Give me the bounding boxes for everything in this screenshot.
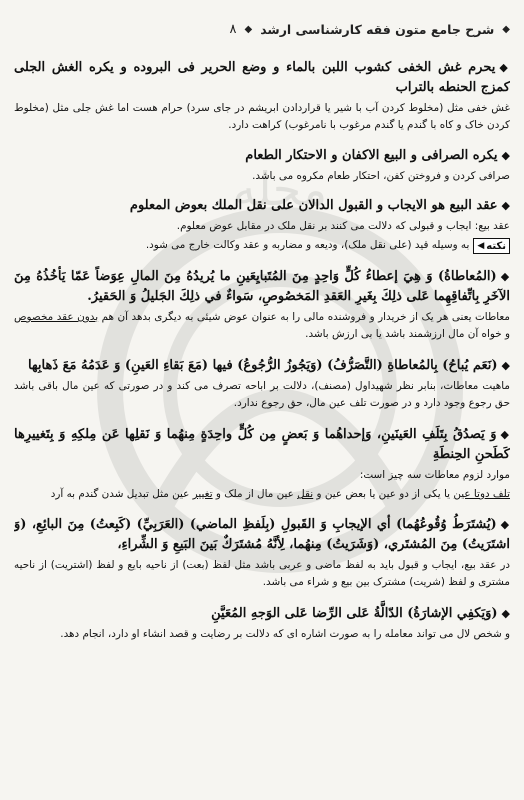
page-number: ۸ bbox=[229, 22, 237, 37]
underlined-term: تغییر bbox=[192, 488, 213, 500]
arabic-line: (وَيَكفِي الإشارَةُ) الدّالَّةُ عَلى الرِّضا عَلى الوَجهِ المُعَيَّنِ bbox=[211, 606, 498, 621]
diamond-bullet-icon: ◆ bbox=[500, 518, 510, 531]
section-4 bbox=[14, 267, 510, 343]
section-6 bbox=[14, 425, 510, 503]
underlined-term: تلف دوتا عین bbox=[453, 488, 510, 500]
diamond-bullet-icon: ◆ bbox=[501, 607, 510, 620]
svg-text:مجله: مجله bbox=[232, 162, 328, 216]
diamond-bullet-icon: ◆ bbox=[500, 428, 510, 441]
page-header bbox=[14, 22, 510, 37]
diamond-bullet-icon: ◆ bbox=[500, 270, 510, 283]
note-label: نکته bbox=[486, 240, 506, 252]
note-row bbox=[14, 237, 510, 254]
arrow-icon: ◀ bbox=[477, 240, 485, 251]
translation-part: و خواه آن مال ارزشمند باشد یا بی ارزش باشد. bbox=[305, 328, 510, 340]
persian-translation bbox=[14, 309, 510, 343]
section-7 bbox=[14, 515, 510, 591]
section-8 bbox=[14, 604, 510, 643]
arabic-text bbox=[14, 515, 510, 555]
arabic-line: (المُعاطاةُ) وَ هِيَ إعطاءُ كُلٍّ وَاحِدٍ مِنَ المُتَبايِعَينِ ما يُريدُهُ مِنَ المالِ عِوَضاً عَمّا يَأخُذُهُ مِنَ الآخَرِ بِاتِّفاقِهِما عَلى ذلِكَ بِغَيرِ العَقدِ المَخصُوصِ، سَواءٌ في ذلِكَ الجَليلُ وَ الحَقيرُ. bbox=[14, 269, 510, 304]
persian-translation: ماهیت معاطات، بنابر نظر شهیداول (مصنف)، دلالت بر اباحه تصرف می کند و در صورتی که عین مال باقی باشد حق رجوع وجود دارد و در صورت تلف عین مال، حق رجوع ندارد. bbox=[14, 380, 510, 409]
diamond-bullet-icon: ◆ bbox=[501, 199, 510, 212]
section-3 bbox=[14, 196, 510, 254]
diamond-bullet-icon: ◆ bbox=[499, 61, 510, 74]
underlined-term: نقل bbox=[297, 488, 314, 500]
note-badge bbox=[473, 238, 510, 254]
arabic-line: يكره الصرافى و البيع الاكفان و الاحتكار الطعام bbox=[245, 148, 498, 163]
section-5 bbox=[14, 356, 510, 412]
arabic-text bbox=[14, 267, 510, 307]
note-text: به وسیله قید (علی نقل ملک)، ودیعه و مضاربه و عقد وکالت خارج می شود. bbox=[145, 239, 470, 251]
page-body bbox=[14, 56, 510, 792]
diamond-bullet-icon: ◆ bbox=[501, 359, 510, 372]
arabic-line: (نَعَم يُباحُ) بِالمُعاطاةِ (التَّصَرُّفُ) (وَيَجُوزُ الرُّجُوعُ) فيها (مَعَ بَقاءِ العَينِ) وَ عَدَمُهُ مَعَ ذَهابِها bbox=[27, 358, 498, 373]
persian-translation: در عقد بیع، ایجاب و قبول باید به لفظ ماضی و عربی باشد مثل لفظ (بعت) از ناحیه بایع و لفظ (اشتریت) از ناحیه مشتری و لفظ (شریت) مشترک بین بیع و شراء می باشد. bbox=[14, 559, 510, 588]
arabic-line: يحرم غش الخفى كشوب اللبن بالماء و وضع الحرير فى البروده و يكره الغش الجلى كمزج الحنطه بالتراب bbox=[14, 60, 510, 95]
translation-part: معاطات یعنی هر یک از خریدار و فروشنده مالی را به عنوان عوض شیئی به دیگری بدهد آن هم bbox=[98, 311, 510, 323]
arabic-line: عقد البيع هو الايجاب و القبول الدالان على نقل الملك بعوض المعلوم bbox=[129, 198, 498, 213]
persian-translation: غش خفی مثل (مخلوط کردن آب با شیر یا قراردادن ابریشم در جای سرد) حرام هست اما غش جلی مثل (مخلوط کردن خاک و کاه با گندم یا گندم مرغوب با نامرغوب) کراهت دارد. bbox=[14, 102, 510, 131]
translation-part: عین مال از ملک و bbox=[212, 488, 298, 500]
arabic-text bbox=[14, 356, 510, 376]
header-bullet: ◆ bbox=[244, 24, 253, 35]
persian-intro: موارد لزوم معاطات سه چیز است: bbox=[359, 469, 510, 481]
persian-translation bbox=[14, 486, 510, 503]
persian-translation: عقد بیع: ایجاب و قبولی که دلالت می کنند بر نقل ملک در مقابل عوض معلوم. bbox=[176, 220, 510, 232]
underlined-term: بدون عقد مخصوص bbox=[14, 311, 99, 323]
arabic-text bbox=[14, 58, 510, 98]
arabic-text bbox=[14, 146, 510, 166]
running-title: شرح جامع متون فقه کارشناسی ارشد bbox=[260, 22, 495, 37]
diamond-bullet-icon: ◆ bbox=[501, 149, 510, 162]
arabic-line: (يُشتَرَطُ وُقُوعُهُما) أي الإيجابِ وَ القَبولِ (بِلَفظِ الماضي) (العَرَبِيِّ) (كَبِعتُ) مِنَ البائِعِ، (وَ اشتَرَيتُ) مِنَ المُشتَري، (وَشَرَيتُ) مِنهُما، لِأنَّهُ مُشتَرَكٌ بَينَ البَيعِ وَ الشِّراءِ، bbox=[14, 517, 510, 552]
arabic-text bbox=[14, 604, 510, 624]
arabic-line: وَ يَصدُقُ بِتَلَفِ العَينَينِ، وَإحداهُما وَ بَعضٍ مِن كُلٍّ واحِدَةٍ مِنهُما وَ نَقلِها عَن مِلكِهِ وَ بِتَغييرِها كَطَحنِ الحِنطَةِ bbox=[14, 427, 510, 462]
header-bullet: ◆ bbox=[502, 24, 510, 35]
section-1 bbox=[14, 58, 510, 134]
translation-part: عین مثل تبدیل شدن گندم به آرد bbox=[50, 488, 193, 500]
persian-translation: صرافی کردن و فروختن کفن، احتکار طعام مکروه می باشد. bbox=[252, 170, 510, 182]
arabic-text bbox=[14, 425, 510, 465]
section-2 bbox=[14, 146, 510, 185]
translation-part: یا یکی از دو عین یا بعض عین و bbox=[313, 488, 454, 500]
persian-translation: و شخص لال می تواند معامله را به صورت اشاره ای که دلالت بر رضایت و قصد انشاء او دارد، انجام دهد. bbox=[60, 628, 510, 640]
arabic-text bbox=[14, 196, 510, 216]
